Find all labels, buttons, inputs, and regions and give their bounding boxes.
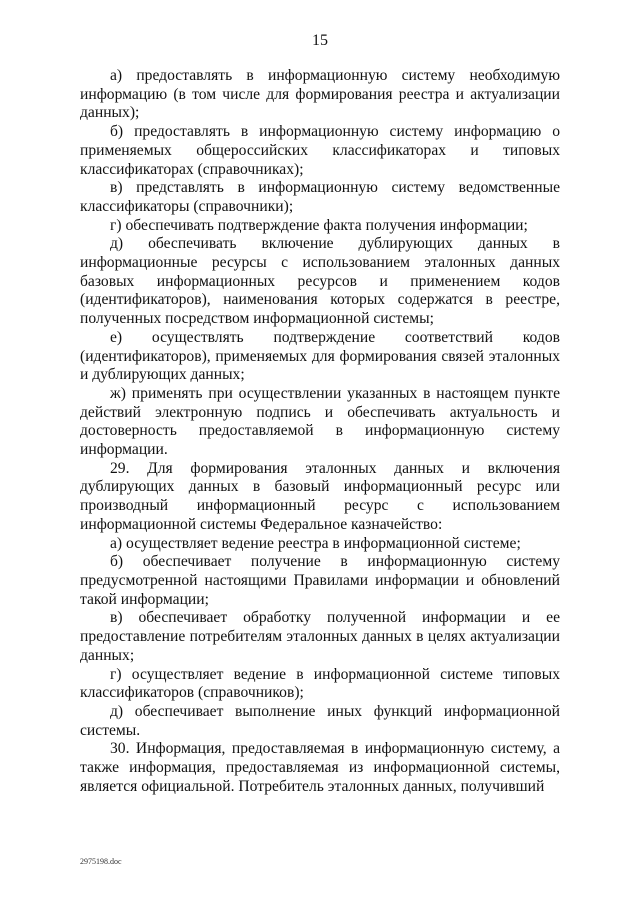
paragraph-28b: б) предоставлять в информационную систему информацию о применяемых общероссийских классификаторах и типовых классификаторах (справочниках); [80, 123, 560, 178]
paragraph-28v: в) представлять в информационную систему ведомственные классификаторы (справочники); [80, 179, 560, 215]
document-code: 2975198.doc [80, 857, 122, 866]
paragraph-28g: г) обеспечивать подтверждение факта получения информации; [110, 216, 528, 234]
paragraph-28a: а) предоставлять в информационную систему необходимую информацию (в том числе для формирования реестра и актуализации данных); [80, 67, 560, 122]
page-number: 15 [312, 32, 328, 49]
paragraph-29d: д) обеспечивает выполнение иных функций информационной системы. [80, 702, 560, 739]
paragraph-30: 30. Информация, предоставляемая в информационную систему, а также информация, предоставляемая из информационной системы, является официальной. Потребитель эталонных данных, получивший [80, 740, 560, 795]
paragraph-29b: б) обеспечивает получение в информационную систему предусмотренной настоящими Правилами информации и обновлений такой информации; [80, 553, 560, 608]
paragraph-28d: д) обеспечивать включение дублирующих данных в информационные ресурсы с использованием эталонных данных базовых информационных ресурсов и применением кодов (идентификаторов), наименования которых содержатся в реестре, полученных посредством информационной системы; [80, 235, 560, 328]
paragraph-29a: а) осуществляет ведение реестра в информационной системе; [110, 534, 521, 552]
paragraph-29v: в) обеспечивает обработку полученной информации и ее предоставление потребителям эталонных данных в целях актуализации данных; [80, 609, 560, 664]
paragraph-28zh: ж) применять при осуществлении указанных в настоящем пункте действий электронную подпись и обеспечивать актуальность и достоверность предоставляемой в информационную систему информации. [80, 384, 560, 459]
document-body [80, 67, 560, 796]
paragraph-29: 29. Для формирования эталонных данных и включения дублирующих данных в базовый информационный ресурс или производный информационный ресурс с использованием информационной системы Федеральное казначейство: [80, 459, 560, 533]
paragraph-29g: г) осуществляет ведение в информационной системе типовых классификаторов (справочников); [80, 665, 560, 702]
paragraph-28e: е) осуществлять подтверждение соответствий кодов (идентификаторов), применяемых для формирования связей эталонных и дублирующих данных; [80, 328, 560, 384]
